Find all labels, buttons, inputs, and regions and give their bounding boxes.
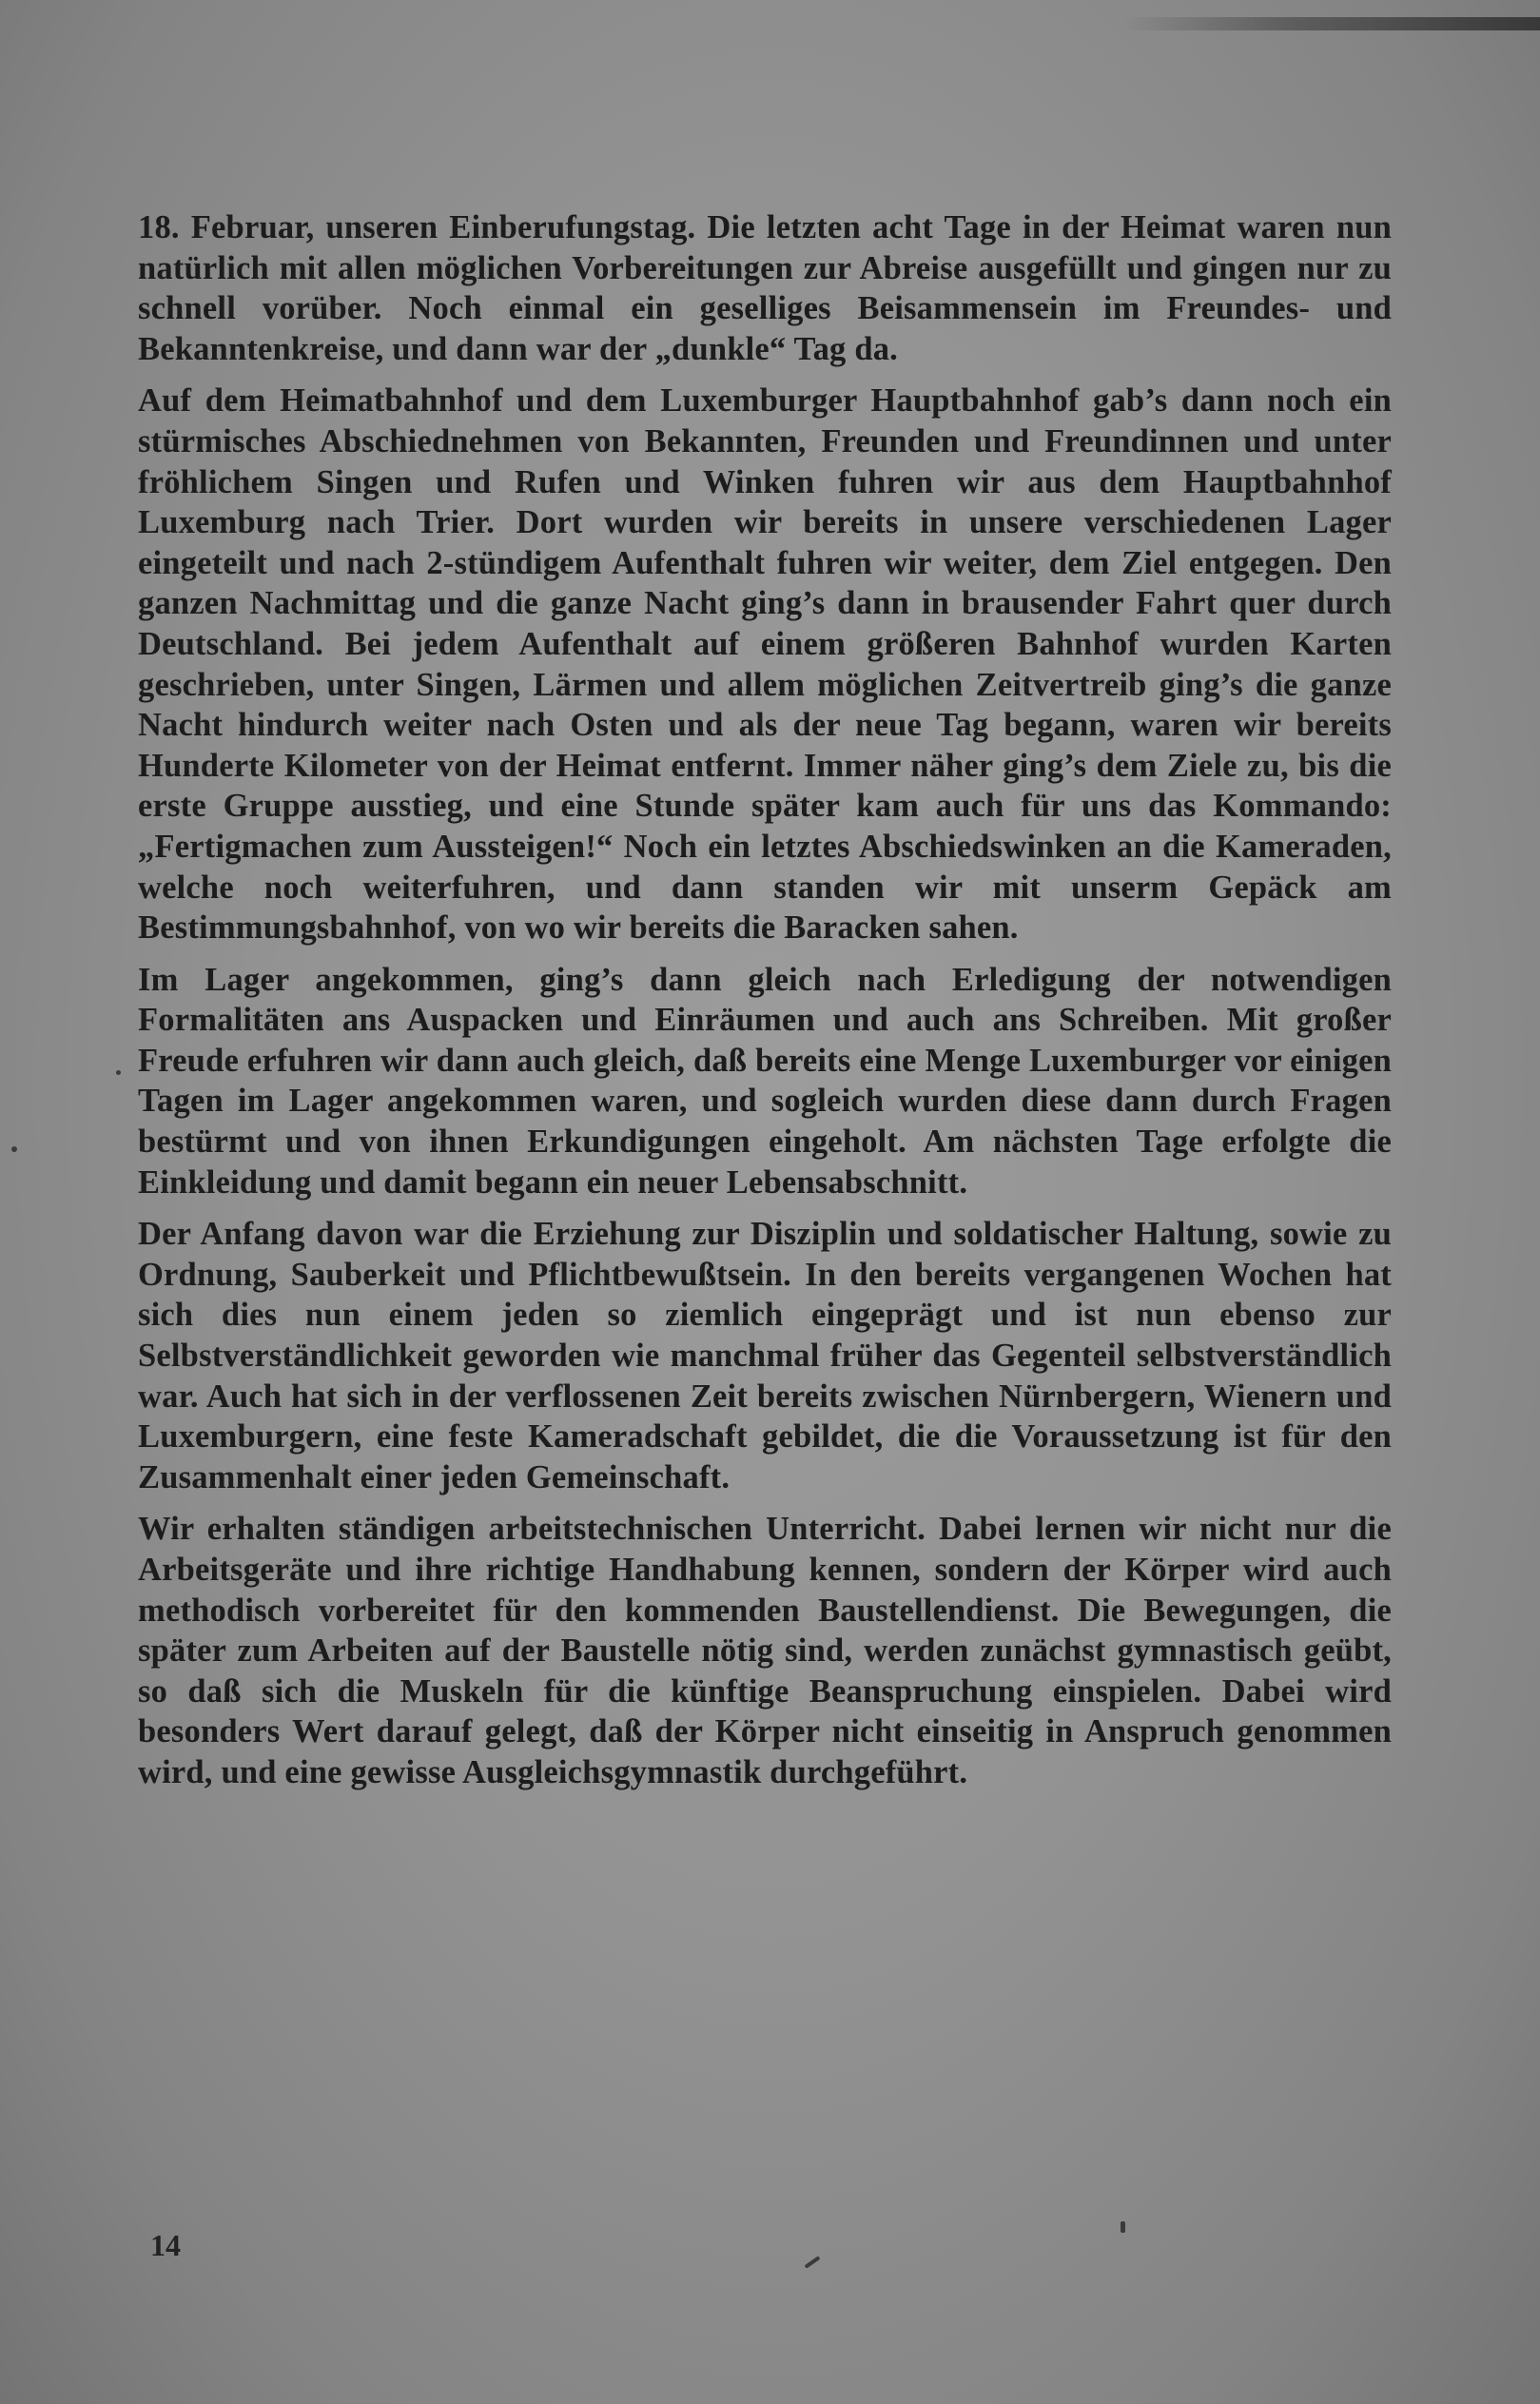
paragraph: 18. Februar, unseren Einberufungstag. Die letzten acht Tage in der Heimat waren nun natürlich mit allen möglichen Vorbereitungen zur Abreise ausgefüllt und gingen nur zu schnell vorüber. Noch einmal ein geselliges Beisammensein im Freundes- und Bekanntenkreise, und dann war der „dunkle“ Tag da.	[138, 209, 1392, 367]
body-text	[138, 207, 1392, 1805]
page-number: 14	[150, 2228, 181, 2262]
paragraph: Auf dem Heimatbahnhof und dem Luxemburger Hauptbahnhof gab’s dann noch ein stürmisches Abschiednehmen von Bekannten, Freunden und Freundinnen und unter fröhlichem Singen und Rufen und Winken fuhren wir aus dem Hauptbahnhof Luxemburg nach Trier. Dort wurden wir bereits in unsere verschiedenen Lager eingeteilt und nach 2-stündigem Aufenthalt fuhren wir weiter, dem Ziel entgegen. Den ganzen Nachmittag und die ganze Nacht ging’s dann in brausender Fahrt quer durch Deutschland. Bei jedem Aufenthalt auf einem größeren Bahnhof wurden Karten geschrieben, unter Singen, Lärmen und allem möglichen Zeitvertreib ging’s die ganze Nacht hindurch weiter nach Osten und als der neue Tag begann, waren wir bereits Hunderte Kilometer von der Heimat entfernt. Immer näher ging’s dem Ziele zu, bis die erste Gruppe ausstieg, und eine Stunde später kam auch für uns das Kommando: „Fertigmachen zum Aussteigen!“ Noch ein letztes Abschiedswinken an die Kameraden, welche noch weiterfuhren, und dann standen wir mit unserm Gepäck am Bestimmungsbahnhof, von wo wir bereits die Baracken sahen.	[138, 382, 1392, 947]
paragraph: Der Anfang davon war die Erziehung zur Disziplin und soldatischer Haltung, sowie zu Ordnung, Sauberkeit und Pflichtbewußtsein. In den bereits vergangenen Wochen hat sich dies nun einem jeden so ziemlich eingeprägt und ist nun ebenso zur Selbstverständlichkeit geworden wie manchmal früher das Gegenteil selbstverständlich war. Auch hat sich in der verflossenen Zeit bereits zwischen Nürnbergern, Wienern und Luxemburgern, eine feste Kameradschaft gebildet, die die Voraussetzung ist für den Zusammenhalt einer jeden Gemeinschaft.	[138, 1216, 1392, 1495]
scan-speck	[1121, 2221, 1125, 2233]
scan-speck	[804, 2256, 820, 2269]
paragraph: Im Lager angekommen, ging’s dann gleich nach Erledigung der notwendigen Formalitäten ans Auspacken und Einräumen und auch ans Schreiben. Mit großer Freude erfuhren wir dann auch gleich, daß bereits eine Menge Luxemburger vor einigen Tagen im Lager angekommen waren, und sogleich wurden diese dann durch Fragen bestürmt und von ihnen Erkundigungen eingeholt. Am nächsten Tage erfolgte die Einkleidung und damit begann ein neuer Lebensabschnitt.	[138, 961, 1392, 1201]
page-edge-shadow	[1122, 17, 1540, 30]
scan-speck	[116, 1070, 121, 1075]
paragraph: Wir erhalten ständigen arbeitstechnischen Unterricht. Dabei lernen wir nicht nur die Arbeitsgeräte und ihre richtige Handhabung kennen, sondern der Körper wird auch methodisch vorbereitet für den kommenden Baustellendienst. Die Bewegungen, die später zum Arbeiten auf der Baustelle nötig sind, werden zunächst gymnastisch geübt, so daß sich die Muskeln für die künftige Beanspruchung einspielen. Dabei wird besonders Wert darauf gelegt, daß der Körper nicht einseitig in Anspruch genommen wird, und eine gewisse Ausgleichsgymnastik durchgeführt.	[138, 1511, 1392, 1790]
scan-speck	[11, 1146, 17, 1152]
